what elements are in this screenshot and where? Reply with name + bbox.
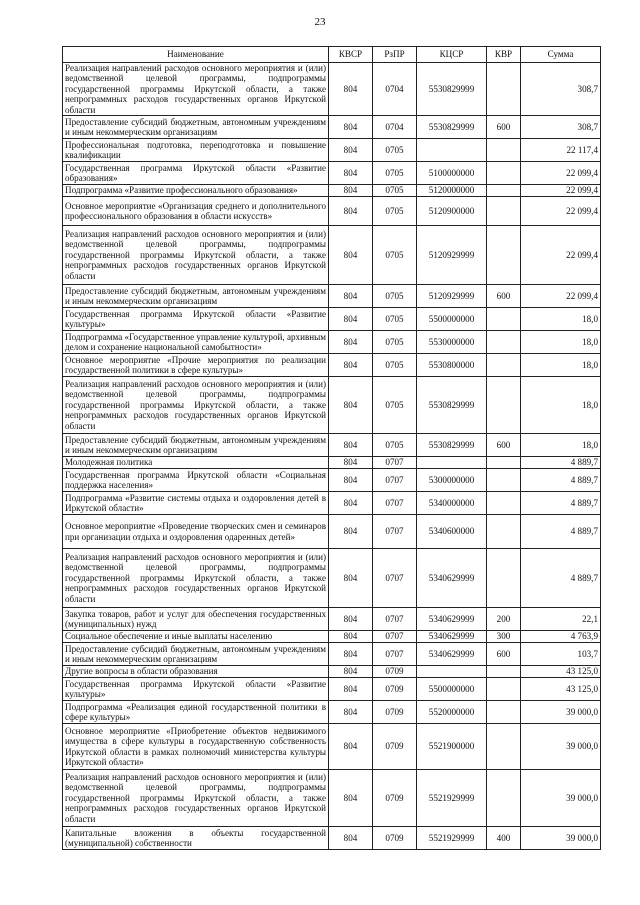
cell-kcsr: 5521929999 [417,770,487,827]
cell-kvr [487,770,521,827]
cell-name: Основное мероприятие «Проведение творческих смен и семинаров при организации отдыха и оздоровления одаренных детей» [63,515,329,549]
cell-sum: 18,0 [521,377,601,434]
cell-name: Профессиональная подготовка, переподготовка и повышение квалификации [63,139,329,162]
cell-kcsr: 5500000000 [417,308,487,331]
cell-name: Реализация направлений расходов основного мероприятия и (или) ведомственной целевой программы, подпрограммы государственной программы Иркутской области, а также непрограммных расходов государственных органов Иркутской области [63,226,329,285]
header-kvsr: КВСР [329,47,373,63]
cell-name: Государственная программа Иркутской области «Социальная поддержка населения» [63,469,329,492]
cell-sum: 4 889,7 [521,457,601,469]
cell-name: Государственная программа Иркутской области «Развитие образования» [63,162,329,185]
cell-rzpr: 0705 [373,308,417,331]
cell-sum: 4 889,7 [521,492,601,515]
cell-kvr: 200 [487,608,521,631]
cell-kvsr: 804 [329,492,373,515]
cell-kcsr: 5530829999 [417,434,487,457]
cell-sum: 39 000,0 [521,827,601,850]
cell-kvsr: 804 [329,162,373,185]
cell-kvr [487,197,521,226]
cell-name: Предоставление субсидий бюджетным, автономным учреждениям и иным некоммерческим организациям [63,643,329,666]
cell-rzpr: 0705 [373,162,417,185]
cell-kvsr: 804 [329,457,373,469]
cell-name: Государственная программа Иркутской области «Развитие культуры» [63,308,329,331]
cell-sum: 103,7 [521,643,601,666]
header-kcsr: КЦСР [417,47,487,63]
cell-sum: 22 099,4 [521,162,601,185]
cell-kvr [487,226,521,285]
cell-name: Основное мероприятие «Организация среднего и дополнительного профессионального образования в области искусств» [63,197,329,226]
cell-sum: 4 889,7 [521,469,601,492]
cell-kvsr: 804 [329,377,373,434]
table-row [63,331,601,354]
cell-rzpr: 0707 [373,631,417,643]
cell-sum: 39 000,0 [521,770,601,827]
cell-kvr: 600 [487,285,521,308]
header-name: Наименование [63,47,329,63]
cell-kcsr: 5340629999 [417,643,487,666]
cell-rzpr: 0707 [373,643,417,666]
table-row [63,515,601,549]
cell-rzpr: 0709 [373,724,417,770]
cell-sum: 308,7 [521,63,601,116]
cell-rzpr: 0709 [373,770,417,827]
cell-kcsr: 5120000000 [417,185,487,197]
cell-kvr [487,678,521,701]
cell-rzpr: 0707 [373,469,417,492]
cell-sum: 4 889,7 [521,549,601,608]
cell-kcsr: 5521900000 [417,724,487,770]
cell-kvsr: 804 [329,308,373,331]
cell-sum: 39 000,0 [521,701,601,724]
cell-rzpr: 0707 [373,492,417,515]
cell-sum: 22 117,4 [521,139,601,162]
cell-sum: 39 000,0 [521,724,601,770]
cell-name: Молодежная политика [63,457,329,469]
cell-rzpr: 0709 [373,678,417,701]
cell-sum: 18,0 [521,354,601,377]
cell-kvsr: 804 [329,469,373,492]
cell-sum: 22,1 [521,608,601,631]
cell-kvsr: 804 [329,631,373,643]
cell-name: Реализация направлений расходов основного мероприятия и (или) ведомственной целевой программы, подпрограммы государственной программы Иркутской области, а также непрограммных расходов государственных органов Иркутской области [63,770,329,827]
cell-kvsr: 804 [329,226,373,285]
cell-kvsr: 804 [329,116,373,139]
cell-kcsr: 5120900000 [417,197,487,226]
cell-kvr [487,162,521,185]
cell-kvr [487,492,521,515]
table-header-row [63,47,601,63]
table-row [63,434,601,457]
cell-kvr [487,469,521,492]
cell-kvsr: 804 [329,63,373,116]
cell-kcsr: 5120929999 [417,285,487,308]
cell-kvsr: 804 [329,434,373,457]
cell-sum: 4 763,9 [521,631,601,643]
cell-rzpr: 0705 [373,377,417,434]
cell-kcsr: 5530000000 [417,331,487,354]
cell-kvr [487,63,521,116]
table-row [63,285,601,308]
cell-kvr: 300 [487,631,521,643]
cell-name: Подпрограмма «Реализация единой государственной политики в сфере культуры» [63,701,329,724]
cell-kcsr: 5520000000 [417,701,487,724]
cell-kcsr: 5521929999 [417,827,487,850]
cell-name: Реализация направлений расходов основного мероприятия и (или) ведомственной целевой программы, подпрограммы государственной программы Иркутской области, а также непрограммных расходов государственных органов Иркутской области [63,63,329,116]
cell-kvsr: 804 [329,608,373,631]
cell-rzpr: 0707 [373,457,417,469]
cell-sum: 4 889,7 [521,515,601,549]
cell-kvr: 600 [487,434,521,457]
table-row [63,827,601,850]
table-row [63,377,601,434]
cell-name: Подпрограмма «Развитие системы отдыха и оздоровления детей в Иркутской области» [63,492,329,515]
cell-rzpr: 0704 [373,63,417,116]
cell-sum: 22 099,4 [521,197,601,226]
page-number: 23 [314,16,326,28]
cell-kcsr: 5100000000 [417,162,487,185]
cell-kvsr: 804 [329,678,373,701]
cell-kvsr: 804 [329,285,373,308]
cell-kvsr: 804 [329,185,373,197]
cell-sum: 43 125,0 [521,678,601,701]
cell-kvr [487,185,521,197]
cell-rzpr: 0705 [373,185,417,197]
table-row [63,678,601,701]
cell-kvr [487,701,521,724]
cell-kvsr: 804 [329,549,373,608]
table-row [63,63,601,116]
table-row [63,308,601,331]
cell-kcsr: 5500000000 [417,678,487,701]
header-sum: Сумма [521,47,601,63]
cell-kvr [487,457,521,469]
cell-kcsr: 5120929999 [417,226,487,285]
cell-name: Подпрограмма «Развитие профессионального образования» [63,185,329,197]
cell-name: Основное мероприятие «Прочие мероприятия по реализации государственной политики в сфере культуры» [63,354,329,377]
cell-rzpr: 0707 [373,515,417,549]
table-row [63,226,601,285]
cell-kcsr: 5340600000 [417,515,487,549]
cell-rzpr: 0704 [373,116,417,139]
cell-rzpr: 0709 [373,701,417,724]
cell-sum: 308,7 [521,116,601,139]
table-row [63,116,601,139]
table-row [63,631,601,643]
cell-kvr [487,354,521,377]
table-row [63,457,601,469]
cell-rzpr: 0709 [373,827,417,850]
table-row [63,608,601,631]
table-row [63,197,601,226]
cell-kvr [487,549,521,608]
cell-rzpr: 0705 [373,226,417,285]
cell-kvsr: 804 [329,197,373,226]
table-row [63,770,601,827]
cell-sum: 18,0 [521,331,601,354]
cell-name: Социальное обеспечение и иные выплаты населению [63,631,329,643]
cell-name: Другие вопросы в области образования [63,666,329,678]
table-row [63,666,601,678]
cell-kvr: 400 [487,827,521,850]
cell-rzpr: 0709 [373,666,417,678]
header-rzpr: РзПР [373,47,417,63]
table-row [63,724,601,770]
cell-kvsr: 804 [329,643,373,666]
cell-rzpr: 0705 [373,285,417,308]
cell-rzpr: 0705 [373,354,417,377]
cell-kvsr: 804 [329,515,373,549]
cell-sum: 22 099,4 [521,285,601,308]
cell-rzpr: 0705 [373,197,417,226]
cell-name: Закупка товаров, работ и услуг для обеспечения государственных (муниципальных) нужд [63,608,329,631]
cell-kvsr: 804 [329,827,373,850]
cell-name: Предоставление субсидий бюджетным, автономным учреждениям и иным некоммерческим организациям [63,434,329,457]
cell-kvsr: 804 [329,139,373,162]
cell-sum: 18,0 [521,308,601,331]
cell-kvsr: 804 [329,666,373,678]
cell-kcsr: 5530829999 [417,63,487,116]
cell-kcsr: 5300000000 [417,469,487,492]
table-row [63,469,601,492]
cell-name: Основное мероприятие «Приобретение объектов недвижимого имущества в сфере культуры в государственную собственность Иркутской области в рамках полномочий министерства культуры Иркутской области» [63,724,329,770]
cell-kvr [487,515,521,549]
cell-sum: 22 099,4 [521,185,601,197]
table-row [63,185,601,197]
cell-kvsr: 804 [329,354,373,377]
cell-kcsr: 5340629999 [417,549,487,608]
header-kvr: КВР [487,47,521,63]
cell-kvr [487,331,521,354]
cell-sum: 43 125,0 [521,666,601,678]
cell-kcsr [417,666,487,678]
cell-kcsr: 5530800000 [417,354,487,377]
cell-kvr [487,377,521,434]
cell-kcsr: 5530829999 [417,116,487,139]
cell-name: Предоставление субсидий бюджетным, автономным учреждениям и иным некоммерческим организациям [63,285,329,308]
table-row [63,162,601,185]
table-row [63,549,601,608]
cell-kvsr: 804 [329,331,373,354]
cell-kvsr: 804 [329,701,373,724]
cell-kcsr [417,457,487,469]
table-row [63,492,601,515]
cell-kvsr: 804 [329,724,373,770]
cell-kcsr: 5340629999 [417,631,487,643]
cell-kvr [487,308,521,331]
cell-name: Реализация направлений расходов основного мероприятия и (или) ведомственной целевой программы, подпрограммы государственной программы Иркутской области, а также непрограммных расходов государственных органов Иркутской области [63,377,329,434]
cell-kcsr: 5530829999 [417,377,487,434]
cell-kvr [487,666,521,678]
cell-name: Государственная программа Иркутской области «Развитие культуры» [63,678,329,701]
table-row [63,643,601,666]
table-row [63,139,601,162]
budget-table [62,46,601,850]
cell-kvr [487,724,521,770]
cell-kcsr: 5340629999 [417,608,487,631]
cell-rzpr: 0705 [373,434,417,457]
cell-rzpr: 0707 [373,549,417,608]
cell-rzpr: 0707 [373,608,417,631]
cell-kvr: 600 [487,643,521,666]
cell-rzpr: 0705 [373,139,417,162]
cell-kvr: 600 [487,116,521,139]
cell-kvr [487,139,521,162]
cell-name: Реализация направлений расходов основного мероприятия и (или) ведомственной целевой программы, подпрограммы государственной программы Иркутской области, а также непрограммных расходов государственных органов Иркутской области [63,549,329,608]
table-body [63,63,601,850]
cell-sum: 22 099,4 [521,226,601,285]
cell-kcsr [417,139,487,162]
cell-name: Предоставление субсидий бюджетным, автономным учреждениям и иным некоммерческим организациям [63,116,329,139]
table-row [63,701,601,724]
cell-rzpr: 0705 [373,331,417,354]
table-row [63,354,601,377]
cell-name: Подпрограмма «Государственное управление культурой, архивным делом и сохранение национальной самобытности» [63,331,329,354]
cell-name: Капитальные вложения в объекты государственной (муниципальной) собственности [63,827,329,850]
cell-kvsr: 804 [329,770,373,827]
cell-kcsr: 5340000000 [417,492,487,515]
cell-sum: 18,0 [521,434,601,457]
